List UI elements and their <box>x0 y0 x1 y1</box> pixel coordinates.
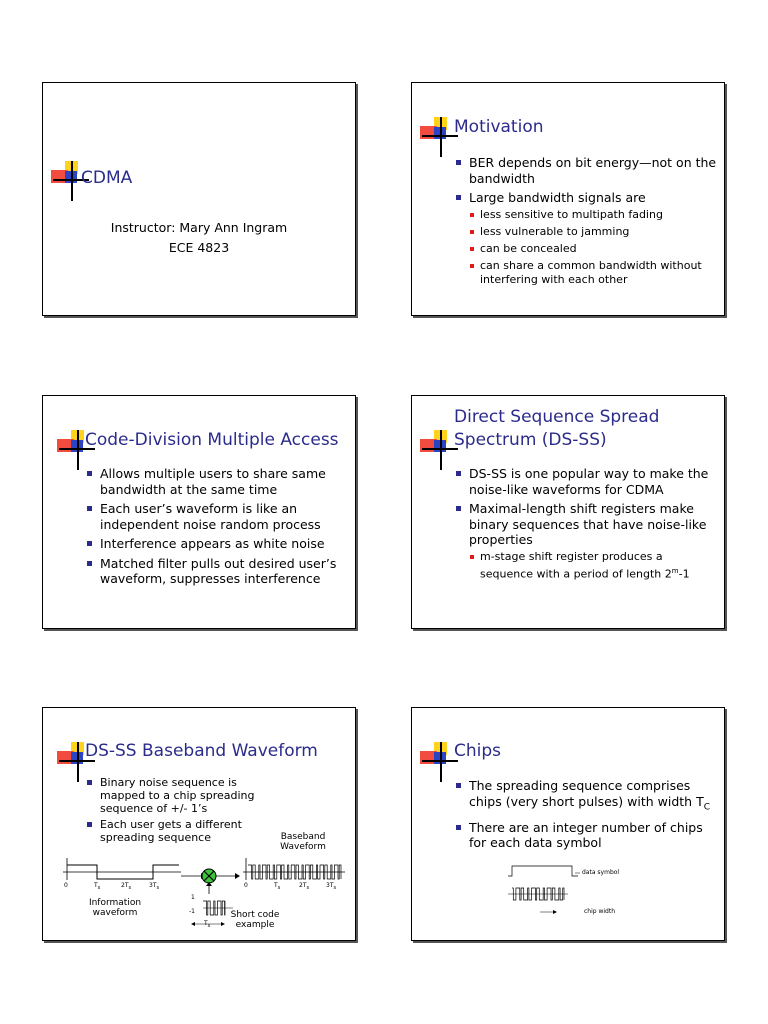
sub-bullet-item: m-stage shift register produces a sequence with a period of length 2$^m$-1 <box>469 550 718 582</box>
slide-chips <box>411 707 725 941</box>
bb-tick-label-3ts: $3T_s$ <box>326 882 337 892</box>
slide-title: DS-SS Baseband Waveform <box>85 741 318 761</box>
bullet-item: BER depends on bit energy—not on the bandwidth <box>456 155 718 186</box>
sub-bullet-list <box>469 208 718 287</box>
baseband-label: Baseband Waveform <box>280 832 326 852</box>
sub-bullet-item: less sensitive to multipath fading <box>469 208 718 222</box>
info-waveform-label: Information waveform <box>88 898 142 918</box>
instructor-line: Instructor: Mary Ann Ingram <box>110 220 288 235</box>
bullet-item: Allows multiple users to share same bandwidth at the same time <box>87 466 339 497</box>
bullet-item: The spreading sequence comprises chips (very short pulses) with width $T_C$ <box>456 778 718 816</box>
bullet-item: DS-SS is one popular way to make the noise-like waveforms for CDMA <box>456 466 718 497</box>
sub-bullet-item: can be concealed <box>469 242 718 256</box>
slide-title: CDMA <box>81 168 133 188</box>
slide-title: Code-Division Multiple Access <box>85 430 339 450</box>
course-line: ECE 4823 <box>168 240 230 255</box>
sub-bullet-list <box>469 550 718 582</box>
bullet-item: Maximal-length shift registers make binary sequences that have noise-like properties m-stage shift register produces a sequence with a period of length 2$^m$-1 <box>456 501 718 581</box>
slide-title-line1: Direct Sequence Spread <box>454 407 660 427</box>
bullet-item: Interference appears as white noise <box>87 536 339 552</box>
bullet-item: Large bandwidth signals are less sensitive to multipath fading less vulnerable to jamming can be concealed can share a common bandwidth without interfering with each other <box>456 190 718 287</box>
bb-tick-label-2ts: $2T_s$ <box>299 882 310 892</box>
tick-label-2ts: $2T_s$ <box>121 882 132 892</box>
bullet-list <box>87 466 339 591</box>
chips-diagram <box>412 708 724 940</box>
bb-tick-label-0: 0 <box>244 882 248 889</box>
data-symbol-label: data symbol <box>582 869 620 876</box>
bullet-item: Each user gets a different spreading sequence <box>87 818 283 844</box>
bb-tick-label-ts: $T_s$ <box>274 882 281 892</box>
bullet-item: Each user’s waveform is like an independent noise random process <box>87 501 339 532</box>
sub-bullet-item: can share a common bandwidth without interfering with each other <box>469 259 718 287</box>
slide-title: Motivation <box>454 117 544 137</box>
bullet-item: Matched filter pulls out desired user’s waveform, suppresses interference <box>87 556 339 587</box>
slide-title-line2: Spectrum (DS-SS) <box>454 430 607 450</box>
tick-label-0: 0 <box>64 882 68 889</box>
bullet-list <box>456 155 718 291</box>
slide-baseband-waveform <box>42 707 356 941</box>
bullet-item: There are an integer number of chips for each data symbol <box>456 820 718 851</box>
tick-label-3ts: $3T_s$ <box>149 882 160 892</box>
slide-cdma <box>42 82 356 316</box>
tick-label-ts: $T_s$ <box>94 882 101 892</box>
code-high-label: 1 <box>191 894 195 901</box>
slide-code-division <box>42 395 356 629</box>
code-low-label: -1 <box>189 908 195 915</box>
bullet-list <box>456 466 718 585</box>
slide-ds-ss <box>411 395 725 629</box>
short-code-label: Short code example <box>230 910 280 930</box>
slide-motivation <box>411 82 725 316</box>
slide-title: Chips <box>454 741 502 761</box>
bullet-item: Binary noise sequence is mapped to a chip spreading sequence of +/- 1’s <box>87 776 283 815</box>
chip-width-label: chip width <box>584 908 616 915</box>
period-label: $T_s$ <box>204 920 211 930</box>
sub-bullet-item: less vulnerable to jamming <box>469 225 718 239</box>
